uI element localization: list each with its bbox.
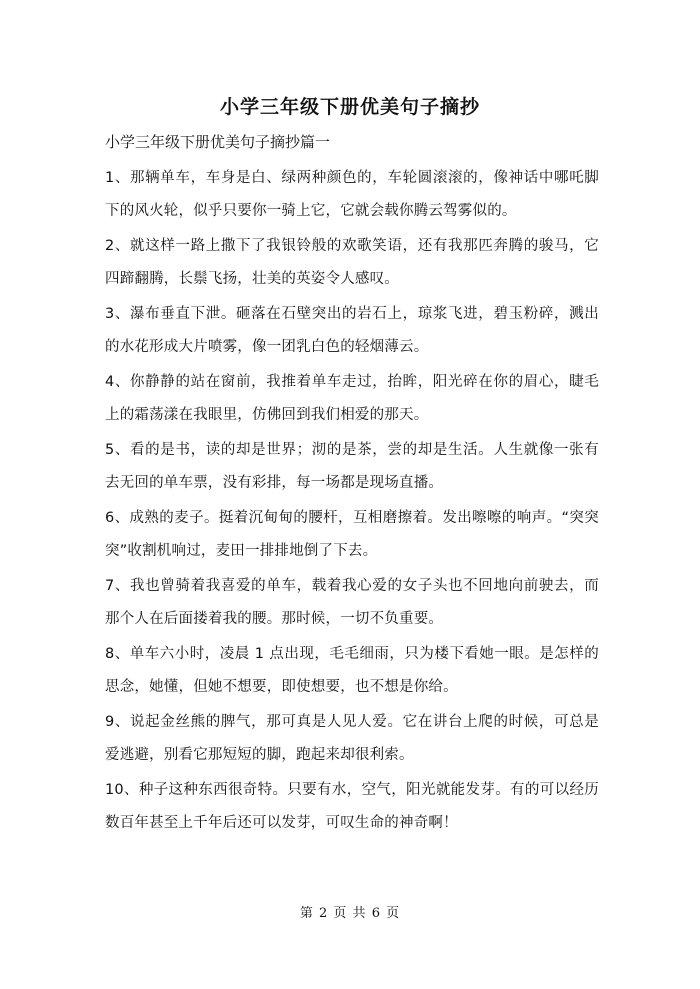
paragraph: 10、种子这种东西很奇特。只要有水，空气，阳光就能发芽。有的可以经历数百年甚至上千年后还可以发芽，可叹生命的神奇啊！ [105, 782, 599, 831]
paragraph: 8、单车六小时，凌晨 1 点出现，毛毛细雨，只为楼下看她一眼。是怎样的思念，她懂，但她不想要，即使想要，也不想是你给。 [105, 646, 599, 695]
paragraph-list [105, 162, 599, 842]
paragraph: 1、那辆单车，车身是白、绿两种颜色的，车轮圆滚滚的，像神话中哪吒脚下的风火轮，似乎只要你一骑上它，它就会载你腾云驾雾似的。 [105, 170, 599, 219]
document-title: 小学三年级下册优美句子摘抄 [219, 96, 480, 118]
paragraph: 4、你静静的站在窗前，我推着单车走过，抬眸，阳光碎在你的眉心，睫毛上的霜荡漾在我眼里，仿佛回到我们相爱的那天。 [105, 374, 599, 423]
paragraph: 7、我也曾骑着我喜爱的单车，载着我心爱的女子头也不回地向前驶去，而那个人在后面搂着我的腰。那时候，一切不负重要。 [105, 578, 599, 627]
section-heading: 小学三年级下册优美句子摘抄篇一 [105, 133, 331, 151]
paragraph: 3、瀑布垂直下泄。砸落在石壁突出的岩石上，琼浆飞进，碧玉粉碎，溅出的水花形成大片喷雾，像一团乳白色的轻烟薄云。 [105, 306, 599, 355]
paragraph: 2、就这样一路上撒下了我银铃般的欢歌笑语，还有我那匹奔腾的骏马，它四蹄翻腾，长鬃飞扬，壮美的英姿令人感叹。 [105, 238, 599, 287]
page-number-footer: 第 2 页 共 6 页 [299, 906, 401, 921]
paragraph: 6、成熟的麦子。挺着沉甸甸的腰杆，互相磨擦着。发出嚓嚓的响声。“突突突”收割机响过，麦田一排排地倒了下去。 [105, 510, 599, 559]
paragraph: 9、说起金丝熊的脾气，那可真是人见人爱。它在讲台上爬的时候，可总是爱逃避，别看它那短短的脚，跑起来却很利索。 [105, 714, 599, 763]
paragraph: 5、看的是书，读的却是世界；沏的是茶，尝的却是生活。人生就像一张有去无回的单车票，没有彩排，每一场都是现场直播。 [105, 442, 599, 491]
